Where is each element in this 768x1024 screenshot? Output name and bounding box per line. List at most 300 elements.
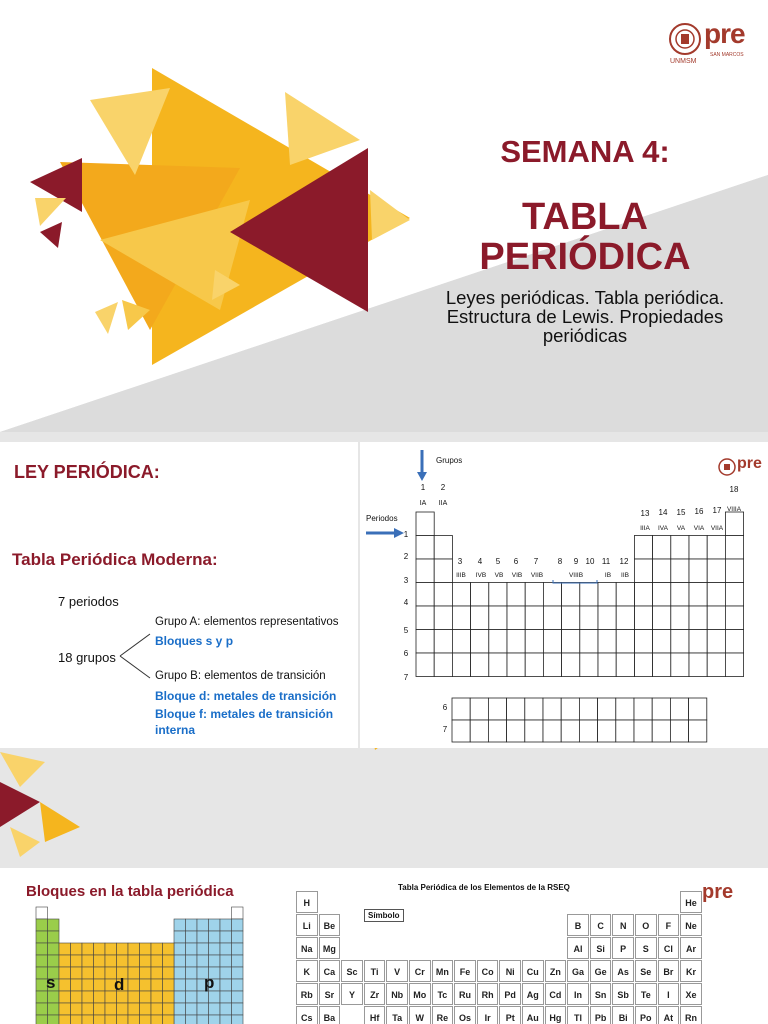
table-cell xyxy=(471,653,489,677)
group-number: 3 xyxy=(457,557,463,566)
f-block-cell xyxy=(652,698,670,720)
element-cell: N xyxy=(612,914,634,936)
table-cell xyxy=(689,536,707,560)
element-cell: Ca xyxy=(319,960,341,982)
element-cell: Hg xyxy=(545,1006,567,1024)
element-cell: Ne xyxy=(680,914,702,936)
block-cell xyxy=(220,991,232,1003)
block-cell xyxy=(186,991,198,1003)
block-cell xyxy=(140,1003,152,1015)
table-cell xyxy=(725,536,743,560)
block-cell xyxy=(48,943,60,955)
table-cell xyxy=(653,630,671,654)
group-roman: IIIA xyxy=(640,525,650,532)
element-cell: P xyxy=(612,937,634,959)
table-cell xyxy=(416,653,434,677)
element-cell: H xyxy=(296,891,318,913)
table-cell xyxy=(562,653,580,677)
element-cell: Tl xyxy=(567,1006,589,1024)
table-cell xyxy=(671,630,689,654)
f-block-cell xyxy=(470,720,488,742)
subtitle: Leyes periódicas. Tabla periódica. Estructura de Lewis. Propiedades periódicas xyxy=(445,287,725,346)
block-cell xyxy=(36,907,48,919)
group-number: 12 xyxy=(619,557,629,566)
title-line-2: PERIÓDICA xyxy=(479,236,691,278)
logo xyxy=(668,18,758,72)
block-cell xyxy=(220,979,232,991)
f-block-cell xyxy=(634,698,652,720)
viiib-bracket xyxy=(553,580,597,583)
element-cell: Cl xyxy=(658,937,680,959)
block-cell xyxy=(174,979,186,991)
element-cell: Ar xyxy=(680,937,702,959)
block-cell xyxy=(140,943,152,955)
block-cell xyxy=(128,955,140,967)
group-roman: VIIIA xyxy=(726,506,742,513)
f-block-cell xyxy=(652,720,670,742)
table-cell xyxy=(489,630,507,654)
block-cell xyxy=(209,919,221,931)
table-cell xyxy=(471,606,489,630)
table-cell xyxy=(416,606,434,630)
table-cell xyxy=(489,583,507,607)
group-number: 15 xyxy=(676,508,686,517)
block-cell xyxy=(117,1003,129,1015)
table-cell xyxy=(543,630,561,654)
table-cell xyxy=(507,583,525,607)
slide4-heading: Bloques en la tabla periódica xyxy=(26,883,234,900)
empty-periodic-table-slide xyxy=(360,442,768,748)
table-cell xyxy=(452,630,470,654)
block-cell xyxy=(82,1003,94,1015)
block-cell xyxy=(36,1003,48,1015)
block-cell xyxy=(128,991,140,1003)
f-block-cell xyxy=(616,698,634,720)
block-cell xyxy=(186,1015,198,1024)
group-number: 2 xyxy=(440,483,446,492)
block-cell xyxy=(197,1003,209,1015)
table-cell xyxy=(507,653,525,677)
element-cell: Pb xyxy=(590,1006,612,1024)
block-cell xyxy=(48,1015,60,1024)
campus-label: SAN MARCOS xyxy=(710,52,744,58)
table-cell xyxy=(725,512,743,536)
block-cell xyxy=(151,967,163,979)
table-cell xyxy=(452,583,470,607)
group-roman: VB xyxy=(494,572,504,579)
table-cell xyxy=(689,606,707,630)
element-cell: Cr xyxy=(409,960,431,982)
block-cell xyxy=(128,943,140,955)
element-cell: Rh xyxy=(477,983,499,1005)
block-cell xyxy=(197,943,209,955)
f-block-cell xyxy=(598,698,616,720)
block-cell xyxy=(117,943,129,955)
f-block-cell xyxy=(561,698,579,720)
table-cell xyxy=(416,630,434,654)
block-cell xyxy=(220,943,232,955)
element-cell: Sn xyxy=(590,983,612,1005)
block-p-label: p xyxy=(204,973,215,992)
element-cell: Sr xyxy=(319,983,341,1005)
block-cell xyxy=(140,967,152,979)
table-cell xyxy=(580,583,598,607)
table-cell xyxy=(671,606,689,630)
table-cell xyxy=(416,583,434,607)
block-cell xyxy=(151,979,163,991)
table-cell xyxy=(725,583,743,607)
group-roman: VIIB xyxy=(530,572,544,579)
block-cell xyxy=(82,979,94,991)
element-cell: Te xyxy=(635,983,657,1005)
f-block-cell xyxy=(579,720,597,742)
f-block-cell xyxy=(470,698,488,720)
block-cell xyxy=(36,931,48,943)
slide2-heading: LEY PERIÓDICA: xyxy=(14,462,160,482)
group-number: 8 xyxy=(557,557,563,566)
group-roman: VIIIB xyxy=(568,572,584,579)
element-cell: Co xyxy=(477,960,499,982)
element-cell: B xyxy=(567,914,589,936)
group-roman: IIIB xyxy=(456,572,466,579)
f-block-cell xyxy=(616,720,634,742)
table-cell xyxy=(653,606,671,630)
block-cell xyxy=(59,967,71,979)
element-cell: Pt xyxy=(499,1006,521,1024)
table-cell xyxy=(543,653,561,677)
block-cell xyxy=(174,991,186,1003)
block-cell xyxy=(186,919,198,931)
block-cell xyxy=(163,967,175,979)
table-cell xyxy=(707,606,725,630)
block-cell xyxy=(174,1003,186,1015)
element-cell: Ag xyxy=(522,983,544,1005)
element-cell: Y xyxy=(341,983,363,1005)
period-number: 3 xyxy=(403,576,409,585)
table-cell xyxy=(598,606,616,630)
group-number: 18 xyxy=(729,485,739,494)
element-cell: In xyxy=(567,983,589,1005)
f-block-cell xyxy=(670,720,688,742)
block-cell xyxy=(82,1015,94,1024)
f-block-cell xyxy=(507,698,525,720)
element-cell: Mo xyxy=(409,983,431,1005)
block-cell xyxy=(128,1015,140,1024)
element-cell: Ir xyxy=(477,1006,499,1024)
table-cell xyxy=(434,583,452,607)
block-cell xyxy=(151,955,163,967)
table-cell xyxy=(653,536,671,560)
block-cell xyxy=(59,979,71,991)
table-cell xyxy=(634,630,652,654)
element-cell: Rb xyxy=(296,983,318,1005)
block-cell xyxy=(71,943,83,955)
table-cell xyxy=(707,559,725,583)
element-cell: Cu xyxy=(522,960,544,982)
block-d-label: d xyxy=(114,975,125,994)
table-cell xyxy=(653,559,671,583)
block-cell xyxy=(36,955,48,967)
element-cell: As xyxy=(612,960,634,982)
period-number: 7 xyxy=(403,673,409,682)
blocks-slide xyxy=(18,877,268,1024)
table-cell xyxy=(689,559,707,583)
group-number: 1 xyxy=(420,483,426,492)
table-cell xyxy=(507,606,525,630)
element-cell: Rn xyxy=(680,1006,702,1024)
table-cell xyxy=(471,630,489,654)
block-cell xyxy=(71,967,83,979)
block-cell xyxy=(232,907,244,919)
group-roman: IVA xyxy=(658,525,668,532)
block-cell xyxy=(151,943,163,955)
element-cell: Be xyxy=(319,914,341,936)
period-number: 6 xyxy=(403,649,409,658)
table-cell xyxy=(725,653,743,677)
f-block-cell xyxy=(543,698,561,720)
block-cell xyxy=(186,979,198,991)
table-cell xyxy=(525,606,543,630)
block-cell xyxy=(140,955,152,967)
block-cell xyxy=(36,943,48,955)
group-number: 16 xyxy=(694,507,704,516)
brand-logo-text-small: pre xyxy=(737,455,762,472)
block-cell xyxy=(82,955,94,967)
title-slide xyxy=(0,0,768,432)
table-cell xyxy=(525,583,543,607)
title-line-1: TABLA xyxy=(522,196,648,238)
block-cell xyxy=(117,955,129,967)
group-roman: IIA xyxy=(438,500,448,507)
element-cell: Kr xyxy=(680,960,702,982)
f-block-cell xyxy=(561,720,579,742)
block-cell xyxy=(117,1015,129,1024)
block-f-text-2: interna xyxy=(155,723,196,737)
group-roman: IVB xyxy=(475,572,487,579)
table-cell xyxy=(725,559,743,583)
block-cell xyxy=(186,1003,198,1015)
element-cell: Po xyxy=(635,1006,657,1024)
table-cell xyxy=(525,630,543,654)
table-cell xyxy=(489,653,507,677)
element-cell: S xyxy=(635,937,657,959)
block-cell xyxy=(94,943,106,955)
table-cell xyxy=(671,653,689,677)
group-roman: VIB xyxy=(511,572,523,579)
block-cell xyxy=(128,1003,140,1015)
period-number: 5 xyxy=(403,626,409,635)
block-cell xyxy=(220,1015,232,1024)
element-cell: Sc xyxy=(341,960,363,982)
table-cell xyxy=(671,536,689,560)
element-cell: Ge xyxy=(590,960,612,982)
block-cell xyxy=(94,1015,106,1024)
rseq-element-grid xyxy=(272,877,768,1024)
table-cell xyxy=(598,630,616,654)
element-cell: W xyxy=(409,1006,431,1024)
group-number: 9 xyxy=(573,557,579,566)
block-cell xyxy=(71,955,83,967)
block-cell xyxy=(82,943,94,955)
groups-label: Grupos xyxy=(436,456,463,465)
block-cell xyxy=(105,943,117,955)
f-block-cell xyxy=(507,720,525,742)
element-cell: Mg xyxy=(319,937,341,959)
block-f-text: Bloque f: metales de transición xyxy=(155,707,334,721)
table-cell xyxy=(562,606,580,630)
unmsm-seal-icon xyxy=(668,22,702,60)
block-cell xyxy=(94,1003,106,1015)
table-cell xyxy=(489,606,507,630)
element-cell: Al xyxy=(567,937,589,959)
week-heading: SEMANA 4: xyxy=(500,134,670,169)
table-cell xyxy=(616,630,634,654)
block-cell xyxy=(174,967,186,979)
table-cell xyxy=(634,653,652,677)
table-cell xyxy=(634,583,652,607)
block-cell xyxy=(232,991,244,1003)
table-cell xyxy=(671,559,689,583)
f-block-cell xyxy=(579,698,597,720)
table-cell xyxy=(562,583,580,607)
block-cell xyxy=(48,1003,60,1015)
table-cell xyxy=(580,653,598,677)
block-cell xyxy=(163,1015,175,1024)
group-a-text: Grupo A: elementos representativos xyxy=(155,616,339,628)
f-block-cell xyxy=(452,698,470,720)
table-cell xyxy=(689,630,707,654)
block-cell xyxy=(94,955,106,967)
block-cell xyxy=(186,955,198,967)
element-cell: Ti xyxy=(364,960,386,982)
element-cell: Nb xyxy=(386,983,408,1005)
table-cell xyxy=(616,653,634,677)
block-cell xyxy=(197,955,209,967)
element-cell: Ga xyxy=(567,960,589,982)
block-cell xyxy=(128,979,140,991)
f-row-number: 6 xyxy=(442,703,448,712)
table-cell xyxy=(507,630,525,654)
table-cell xyxy=(452,653,470,677)
block-cell xyxy=(174,931,186,943)
group-roman: IB xyxy=(604,572,612,579)
element-cell: Tc xyxy=(432,983,454,1005)
group-roman: VA xyxy=(676,525,686,532)
group-number: 6 xyxy=(513,557,519,566)
block-cell xyxy=(71,1015,83,1024)
element-cell: V xyxy=(386,960,408,982)
block-cell xyxy=(59,991,71,1003)
block-cell xyxy=(197,1015,209,1024)
block-cell xyxy=(232,931,244,943)
block-cell xyxy=(186,943,198,955)
element-cell: Se xyxy=(635,960,657,982)
block-s-label: s xyxy=(46,973,56,992)
element-cell: Re xyxy=(432,1006,454,1024)
block-cell xyxy=(140,991,152,1003)
block-cell xyxy=(220,955,232,967)
f-block-cell xyxy=(488,698,506,720)
block-cell xyxy=(105,1015,117,1024)
element-cell: Br xyxy=(658,960,680,982)
block-cell xyxy=(94,991,106,1003)
block-cell xyxy=(174,919,186,931)
block-cell xyxy=(220,967,232,979)
f-block-cell xyxy=(670,698,688,720)
f-block-cell xyxy=(452,720,470,742)
block-cell xyxy=(163,979,175,991)
element-cell: O xyxy=(635,914,657,936)
element-cell: Zn xyxy=(545,960,567,982)
element-cell: I xyxy=(658,983,680,1005)
logo-small xyxy=(718,455,764,488)
element-cell: Sb xyxy=(612,983,634,1005)
period-number: 4 xyxy=(403,598,409,607)
block-cell xyxy=(82,991,94,1003)
blocks-grid xyxy=(18,877,268,1024)
group-roman: IIB xyxy=(621,572,629,579)
block-cell xyxy=(197,919,209,931)
element-cell: Hf xyxy=(364,1006,386,1024)
group-number: 13 xyxy=(640,509,650,518)
element-cell: Cd xyxy=(545,983,567,1005)
block-cell xyxy=(94,967,106,979)
group-roman: VIIA xyxy=(710,525,724,532)
block-cell xyxy=(105,955,117,967)
element-cell: Li xyxy=(296,914,318,936)
f-block-cell xyxy=(543,720,561,742)
element-cell: Mn xyxy=(432,960,454,982)
block-cell xyxy=(209,1003,221,1015)
f-block-cell xyxy=(689,720,707,742)
table-cell xyxy=(634,559,652,583)
periodic-table-grid xyxy=(360,442,768,748)
table-cell xyxy=(580,630,598,654)
table-cell xyxy=(707,583,725,607)
groups-count: 18 grupos xyxy=(58,650,116,665)
table-cell xyxy=(707,630,725,654)
table-cell xyxy=(616,606,634,630)
element-cell: Ru xyxy=(454,983,476,1005)
block-cell xyxy=(174,943,186,955)
table-cell xyxy=(580,606,598,630)
block-cell xyxy=(151,991,163,1003)
block-cell xyxy=(36,1015,48,1024)
element-cell: Cs xyxy=(296,1006,318,1024)
block-cell xyxy=(174,1015,186,1024)
block-cell xyxy=(232,955,244,967)
block-cell xyxy=(59,943,71,955)
block-cell xyxy=(71,979,83,991)
group-number: 4 xyxy=(477,557,483,566)
element-cell: Na xyxy=(296,937,318,959)
block-cell xyxy=(232,1015,244,1024)
f-row-number: 7 xyxy=(442,725,448,734)
group-number: 10 xyxy=(585,557,595,566)
block-cell xyxy=(151,1003,163,1015)
table-cell xyxy=(616,583,634,607)
period-number: 1 xyxy=(403,530,409,539)
block-cell xyxy=(209,1015,221,1024)
block-cell xyxy=(197,931,209,943)
table-cell xyxy=(416,559,434,583)
f-block-cell xyxy=(598,720,616,742)
f-block-cell xyxy=(488,720,506,742)
element-cell: Si xyxy=(590,937,612,959)
element-cell: Ba xyxy=(319,1006,341,1024)
block-cell xyxy=(232,979,244,991)
block-cell xyxy=(163,955,175,967)
